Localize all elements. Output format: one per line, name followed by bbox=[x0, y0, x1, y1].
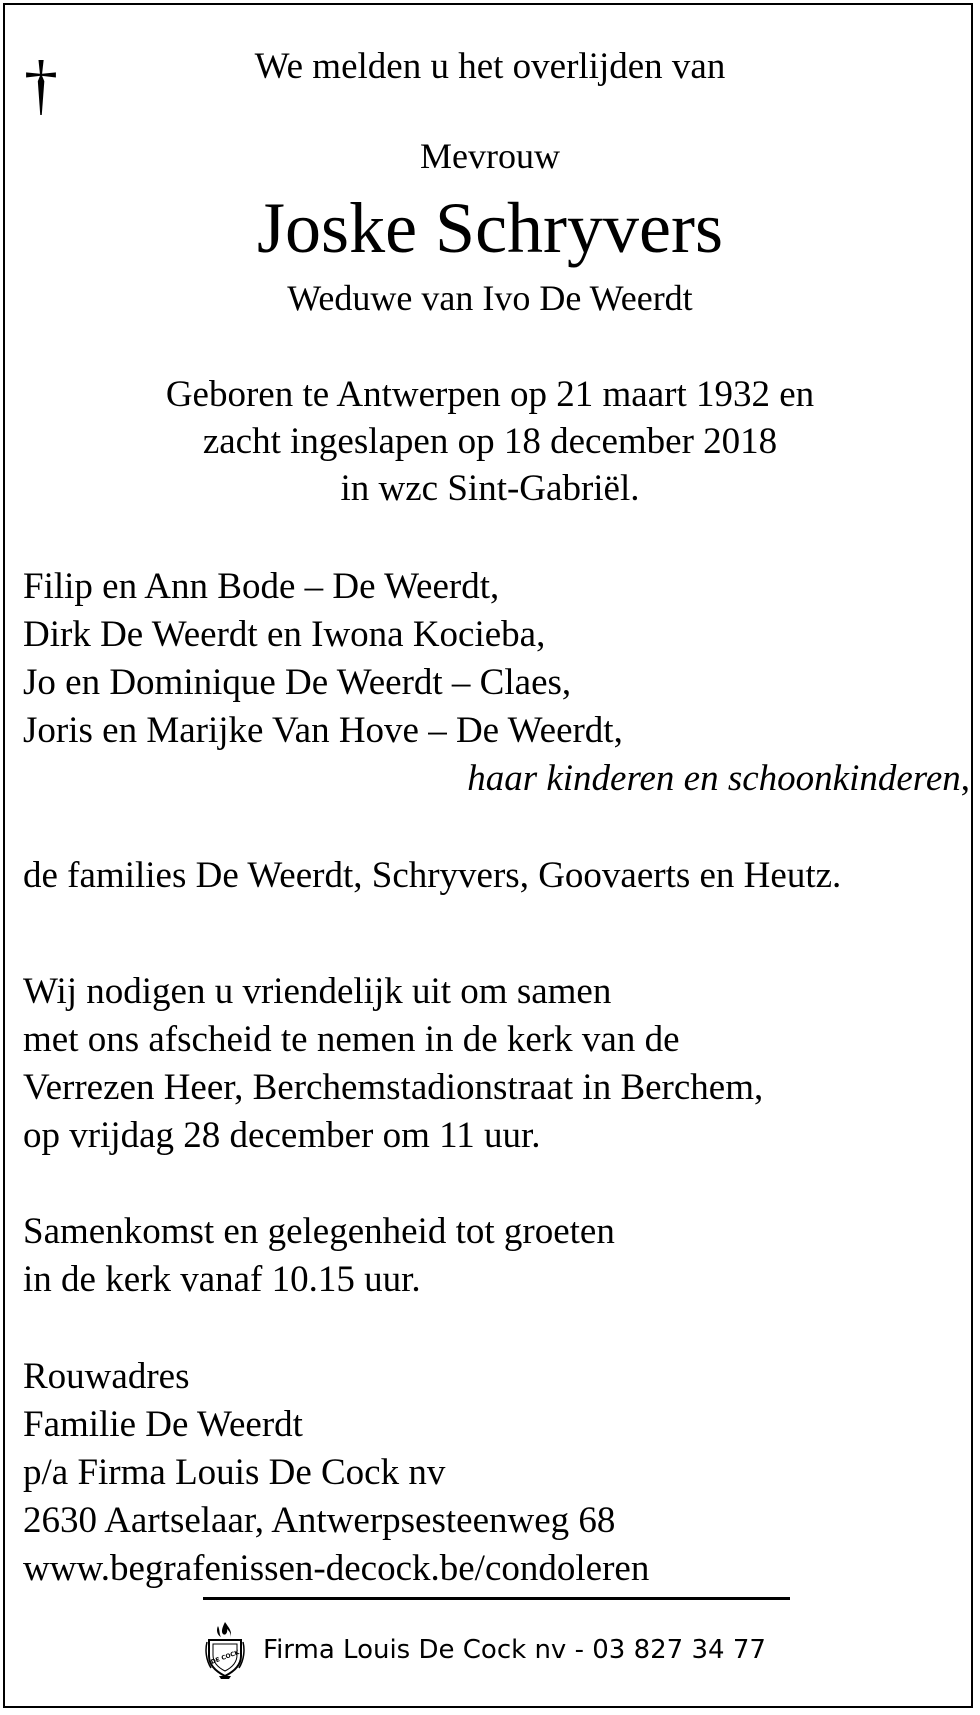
birth-death-line: in wzc Sint-Gabriël. bbox=[340, 468, 640, 509]
address-line: p/a Firma Louis De Cock nv bbox=[23, 1452, 446, 1493]
honorific: Mevrouw bbox=[420, 136, 560, 176]
children-role-text: haar kinderen en schoonkinderen bbox=[467, 758, 961, 799]
children-line: Jo en Dominique De Weerdt – Claes, bbox=[23, 662, 572, 703]
invitation-line: Wij nodigen u vriendelijk uit om samen bbox=[23, 971, 612, 1012]
invitation-line: Verrezen Heer, Berchemstadionstraat in Berchem, bbox=[23, 1067, 764, 1108]
families-line: de families De Weerdt, Schryvers, Goovaerts en Heutz. bbox=[23, 855, 842, 896]
footer bbox=[203, 1620, 766, 1680]
crest-text: DE COCK bbox=[210, 1649, 241, 1666]
children-line: Filip en Ann Bode – De Weerdt, bbox=[23, 566, 500, 607]
birth-death-line: zacht ingeslapen op 18 december 2018 bbox=[202, 421, 778, 462]
invitation-text bbox=[23, 968, 763, 1160]
funeral-home-crest-icon bbox=[203, 1620, 247, 1680]
children-line: Joris en Marijke Van Hove – De Weerdt, bbox=[23, 710, 623, 751]
gathering-line: in de kerk vanaf 10.15 uur. bbox=[23, 1259, 421, 1300]
invitation-line: op vrijdag 28 december om 11 uur. bbox=[23, 1115, 541, 1156]
gathering-text bbox=[23, 1208, 615, 1304]
address-line: Familie De Weerdt bbox=[23, 1404, 303, 1445]
children-role-comma: , bbox=[960, 758, 970, 799]
address-line: Rouwadres bbox=[23, 1356, 190, 1397]
condolence-url: www.begrafenissen-decock.be/condoleren bbox=[23, 1548, 650, 1589]
mourning-address bbox=[23, 1353, 649, 1593]
families-text bbox=[23, 852, 841, 900]
deceased-name: Joske Schryvers bbox=[257, 188, 723, 268]
intro-text: We melden u het overlijden van bbox=[254, 46, 726, 87]
widow-of-text: Weduwe van Ivo De Weerdt bbox=[287, 278, 693, 318]
footer-divider bbox=[203, 1597, 790, 1600]
address-line: 2630 Aartselaar, Antwerpsesteenweg 68 bbox=[23, 1500, 616, 1541]
invitation-line: met ons afscheid te nemen in de kerk van de bbox=[23, 1019, 680, 1060]
children-line: Dirk De Weerdt en Iwona Kocieba, bbox=[23, 614, 546, 655]
cross-icon: † bbox=[24, 46, 58, 122]
birth-death-line: Geboren te Antwerpen op 21 maart 1932 en bbox=[165, 374, 815, 415]
children-list bbox=[23, 563, 623, 755]
children-role bbox=[467, 755, 970, 803]
footer-contact: Firma Louis De Cock nv - 03 827 34 77 bbox=[263, 1635, 766, 1665]
gathering-line: Samenkomst en gelegenheid tot groeten bbox=[23, 1211, 615, 1252]
birth-death-info bbox=[0, 371, 980, 512]
